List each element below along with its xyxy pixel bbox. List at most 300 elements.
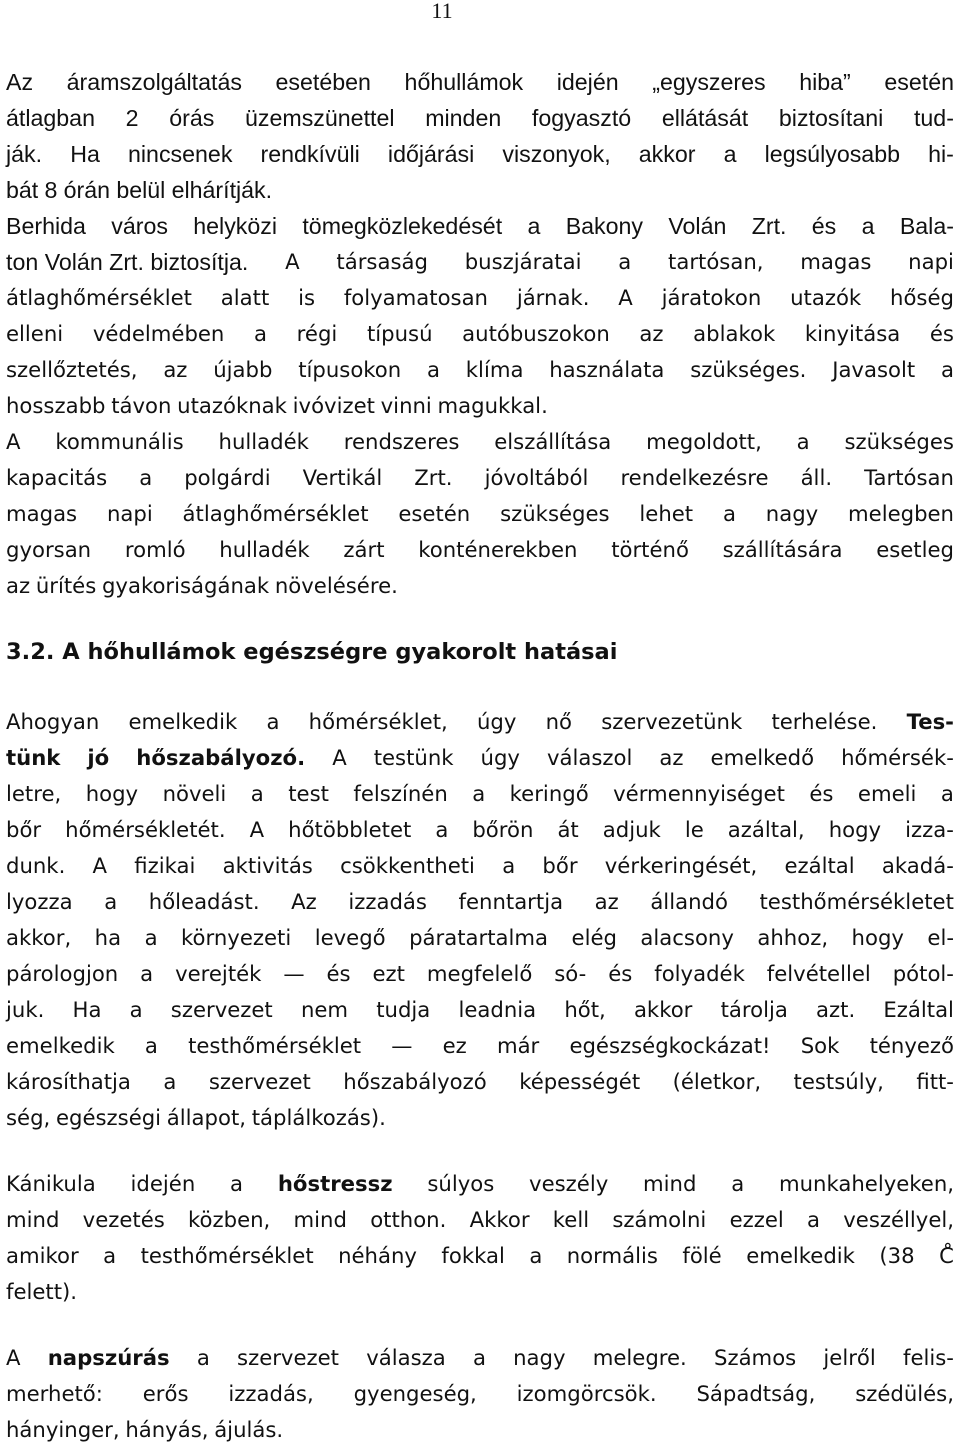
word: szervezet [170, 997, 273, 1022]
word: hőmérsékletét. [65, 817, 226, 842]
word: páratartalma [409, 925, 549, 950]
text-line [6, 388, 954, 424]
word: (38 [879, 1243, 915, 1268]
word: Vertikál [302, 465, 383, 490]
word: emelkedik [746, 1243, 855, 1268]
word: a [254, 321, 268, 346]
word: hőség [890, 285, 954, 310]
word: Ha [72, 997, 102, 1022]
word: A [332, 745, 347, 770]
word: a [140, 961, 154, 986]
word: normális [566, 1243, 658, 1268]
word: só- [554, 961, 587, 986]
word: válaszol [546, 745, 633, 770]
word: egészségkockázat! [569, 1033, 771, 1058]
word: 8 [44, 177, 58, 203]
word: mind [293, 1207, 347, 1232]
word: úgy [480, 745, 520, 770]
word: üzemszünettel [245, 105, 395, 131]
word: újabb [213, 357, 273, 382]
word: növeli [162, 781, 227, 806]
word: idején [556, 69, 619, 95]
word: nagy [513, 1345, 566, 1370]
word: ahhoz, [757, 925, 829, 950]
text-line [6, 1376, 954, 1412]
word: és [811, 213, 837, 239]
text-line [6, 1202, 954, 1238]
word: járatokon [661, 285, 762, 310]
word: vérkeringését, [604, 853, 758, 878]
text-line [6, 848, 954, 884]
word: a [502, 853, 516, 878]
text-line [6, 424, 954, 460]
word: tartósan, [668, 249, 764, 274]
word: polgárdi [184, 465, 271, 490]
word: minden [425, 105, 502, 131]
text-line [6, 1064, 954, 1100]
word: az [659, 745, 684, 770]
word: folyadék [654, 961, 745, 986]
word: helyközi [193, 213, 278, 239]
word: test [288, 781, 329, 806]
word: csökkentheti [340, 853, 475, 878]
word: a [940, 781, 954, 806]
word: azáltal, [727, 817, 805, 842]
word: hőmérséklet, [308, 709, 448, 734]
word: fitt- [916, 1069, 954, 1094]
word: nő [545, 709, 572, 734]
word: akadá- [881, 853, 954, 878]
word: Sok [800, 1033, 840, 1058]
word: tud- [913, 105, 954, 131]
word: a [527, 213, 541, 239]
word: az [6, 573, 31, 598]
text-line [6, 100, 954, 136]
word: Ha [70, 141, 100, 167]
word: időjárási [387, 141, 475, 167]
word: izzadás [348, 889, 427, 914]
word: áramszolgáltatás [66, 69, 242, 95]
word: a [144, 1033, 158, 1058]
text-line [6, 1028, 954, 1064]
word: történő [611, 537, 689, 562]
word: vinni [380, 393, 432, 418]
word: Bala- [899, 213, 954, 239]
word: ez [442, 1033, 467, 1058]
word: néhány [338, 1243, 417, 1268]
word: verejték [175, 961, 262, 986]
word: viszonyok, [502, 141, 611, 167]
word: a [723, 141, 737, 167]
word: nagy [765, 501, 819, 526]
word: a [529, 1243, 543, 1268]
word: esetleg [876, 537, 954, 562]
word: szükséges. [690, 357, 807, 382]
word: állandó [650, 889, 728, 914]
word: kapacitás [6, 465, 108, 490]
word: a [435, 817, 449, 842]
word: Sápadtság, [696, 1381, 816, 1406]
word: védelmében [92, 321, 225, 346]
word: amikor [6, 1243, 79, 1268]
word: utazók [790, 285, 862, 310]
word: Berhida [6, 213, 86, 239]
word: hőtöbbletet [288, 817, 412, 842]
word: mind [6, 1207, 60, 1232]
word: a [250, 781, 264, 806]
word: növelésére. [274, 573, 398, 598]
word: a [618, 249, 632, 274]
word: napi [106, 501, 153, 526]
word: Zrt. [109, 249, 144, 275]
word: átlaghőmérséklet [182, 501, 369, 526]
word: a [103, 1243, 117, 1268]
word: veszéllyel, [843, 1207, 954, 1232]
word: hőszabályozó [343, 1069, 487, 1094]
text-line [6, 1100, 954, 1136]
spacer [6, 604, 954, 634]
word: ha [94, 925, 122, 950]
word: hiba” [799, 69, 851, 95]
word: terhelése. [771, 709, 878, 734]
word: zárt [343, 537, 385, 562]
word: hőt, [564, 997, 606, 1022]
text-line [6, 812, 954, 848]
word: úgy [476, 709, 517, 734]
text-line [6, 1238, 954, 1274]
word: klíma [465, 357, 524, 382]
word: a [266, 709, 280, 734]
word: környezeti [181, 925, 292, 950]
text-line [6, 1274, 954, 1310]
spacer [6, 1310, 954, 1340]
word: Ahogyan [6, 709, 100, 734]
word: hi- [928, 141, 954, 167]
word: akkor [633, 997, 693, 1022]
word: juk. [6, 997, 45, 1022]
word: mind [643, 1171, 697, 1196]
text-line [6, 1412, 954, 1448]
word: melegben [848, 501, 954, 526]
word: keringő [509, 781, 589, 806]
text-line [6, 568, 954, 604]
word: idején [130, 1171, 196, 1196]
word: kinyitása [804, 321, 901, 346]
word: fenntartja [458, 889, 564, 914]
text-line [6, 1340, 954, 1376]
word: hányinger, [6, 1417, 120, 1442]
word: elleni [6, 321, 64, 346]
word: emelkedik [6, 1033, 115, 1058]
word: magukkal. [437, 393, 548, 418]
word: nincsenek [128, 141, 233, 167]
word: bőr [6, 817, 42, 842]
word: — [283, 961, 305, 986]
word: biztosítani [778, 105, 884, 131]
word: kommunális [55, 429, 184, 454]
text-line [6, 920, 954, 956]
word: el- [927, 925, 954, 950]
word: gyengeség, [353, 1381, 477, 1406]
word: órán [63, 177, 111, 203]
word: hogy [828, 817, 882, 842]
word: kell [552, 1207, 590, 1232]
word: rendelkezésre [620, 465, 769, 490]
word: belül [116, 177, 166, 203]
word: a [731, 1171, 745, 1196]
word: merhető: [6, 1381, 103, 1406]
word: testhőmérsékletet [759, 889, 954, 914]
word: Kánikula [6, 1171, 96, 1196]
word: testhőmérséklet [188, 1033, 362, 1058]
word: a [807, 1207, 820, 1232]
word: alacsony [640, 925, 734, 950]
word: a [427, 357, 440, 382]
word: felvétellel [766, 961, 871, 986]
word: A [618, 285, 633, 310]
spacer [6, 1136, 954, 1166]
word: Javasolt [832, 357, 916, 382]
word: képességét [519, 1069, 641, 1094]
word: A [249, 817, 265, 842]
word: hőleadást. [148, 889, 260, 914]
word: jó [87, 745, 110, 770]
word: adjuk [602, 817, 661, 842]
word: jóvoltából [484, 465, 589, 490]
word: 2 [125, 105, 139, 131]
word: fölé [682, 1243, 722, 1268]
word: munkahelyeken, [778, 1171, 954, 1196]
word: felett). [6, 1279, 78, 1304]
text-line [6, 956, 954, 992]
word: párologjon [6, 961, 119, 986]
word: izzadás, [228, 1381, 314, 1406]
word: izomgörcsök. [516, 1381, 657, 1406]
word: megoldott, [646, 429, 762, 454]
word: Tes- [906, 709, 954, 734]
word: „egyszeres [652, 69, 766, 95]
word: Bakony [565, 213, 644, 239]
word: Az [6, 69, 34, 95]
word: ezt [372, 961, 405, 986]
word: szállítására [722, 537, 843, 562]
paragraph-waste-collection [6, 424, 954, 604]
word: típusokon [298, 357, 402, 382]
word: le [684, 817, 704, 842]
word: Az [291, 889, 317, 914]
text-line [6, 244, 954, 280]
word: biztosítja. [150, 249, 249, 275]
word: hőhullámok [404, 69, 524, 95]
word: hőmérsék- [841, 745, 954, 770]
text-line [6, 496, 954, 532]
word: emelkedő [710, 745, 815, 770]
word: otthon. [370, 1207, 447, 1232]
word: Zrt. [751, 213, 787, 239]
word: bőrön [472, 817, 534, 842]
word: buszjáratai [464, 249, 582, 274]
word: károsíthatja [6, 1069, 131, 1094]
word: rendszeres [343, 429, 460, 454]
text-line [6, 172, 954, 208]
paragraph-heat-stress [6, 1166, 954, 1310]
section-heading: 3.2. A hőhullámok egészségre gyakorolt hatásai [6, 639, 618, 665]
word: ivóvizet [292, 393, 375, 418]
word: társaság [336, 249, 428, 274]
document-body [6, 64, 954, 1448]
word: dunk. [6, 853, 66, 878]
word: esetén [884, 69, 954, 95]
word: a [230, 1171, 244, 1196]
word: esetén [398, 501, 471, 526]
text-line [6, 992, 954, 1028]
word: erős [142, 1381, 189, 1406]
word: járnak. [516, 285, 590, 310]
word: ezáltal [784, 853, 855, 878]
word: aktivitás [222, 853, 313, 878]
word: utazóknak [177, 393, 287, 418]
word: hosszabb [6, 393, 106, 418]
word: gyakoriságának [101, 573, 270, 598]
word: a [196, 1345, 210, 1370]
word: pótol- [892, 961, 954, 986]
paragraph-public-transport [6, 208, 954, 280]
word: szervezetünk [601, 709, 743, 734]
word: A [6, 1345, 21, 1370]
word: melegre. [592, 1345, 687, 1370]
word: konténerekben [418, 537, 578, 562]
text-line [6, 1166, 954, 1202]
word: autóbuszokon [462, 321, 610, 346]
word: és [929, 321, 954, 346]
word: emelkedik [128, 709, 238, 734]
text-line [6, 316, 954, 352]
paragraph-sunstroke [6, 1340, 954, 1448]
word: hulladék [218, 429, 309, 454]
word: és [809, 781, 834, 806]
word: vezetés [82, 1207, 165, 1232]
word: a [861, 213, 875, 239]
word: ürítés [35, 573, 97, 598]
word: ablakok [693, 321, 776, 346]
word: vérmennyiséget [613, 781, 785, 806]
word: levegő [314, 925, 386, 950]
word: emeli [857, 781, 917, 806]
word: akkor, [6, 925, 72, 950]
word: fizikai [134, 853, 196, 878]
word: válasza [366, 1345, 446, 1370]
word: a [940, 357, 954, 382]
word: hulladék [219, 537, 310, 562]
word: C̊ [939, 1243, 954, 1268]
page-number: 11 [431, 0, 453, 23]
word: számolni [612, 1207, 707, 1232]
word: bőr [542, 853, 578, 878]
word: bát [6, 177, 39, 203]
word: táplálkozás). [251, 1105, 386, 1130]
paragraph-power-supply [6, 64, 954, 208]
word: legsúlyosabb [764, 141, 900, 167]
word: jelről [823, 1345, 876, 1370]
word: régi [296, 321, 338, 346]
word: az [639, 321, 664, 346]
word: ség, [6, 1105, 51, 1130]
word: már [496, 1033, 540, 1058]
word: a [139, 465, 153, 490]
word: Tartósan [864, 465, 954, 490]
word: típusú [366, 321, 433, 346]
word: a [472, 781, 486, 806]
word: tömegközlekedését [302, 213, 503, 239]
word: a [722, 501, 736, 526]
word: Volán [44, 249, 103, 275]
word: romló [124, 537, 186, 562]
word: fogyasztó [531, 105, 632, 131]
word: testünk [373, 745, 454, 770]
word: letre, [6, 781, 62, 806]
word: Ezáltal [883, 997, 954, 1022]
text-line [6, 740, 954, 776]
word: ják. [6, 141, 43, 167]
word: áll. [800, 465, 833, 490]
word: A [92, 853, 108, 878]
word: a [796, 429, 810, 454]
word: esetében [275, 69, 371, 95]
word: alatt [220, 285, 270, 310]
text-line [6, 136, 954, 172]
word: a [144, 925, 158, 950]
word: nem [300, 997, 349, 1022]
word: elég [571, 925, 617, 950]
word: hogy [851, 925, 904, 950]
word: — [391, 1033, 413, 1058]
word: hőstressz [277, 1171, 393, 1196]
word: hogy [85, 781, 139, 806]
word: szükséges [500, 501, 610, 526]
word: izza- [905, 817, 954, 842]
word: város [111, 213, 168, 239]
word: elhárítják. [171, 177, 273, 203]
word: megfelelő [426, 961, 533, 986]
word: magas [6, 501, 78, 526]
word: szervezet [237, 1345, 339, 1370]
word: az [594, 889, 619, 914]
word: ezzel [729, 1207, 784, 1232]
text-line [6, 64, 954, 100]
word: egészségi [55, 1105, 162, 1130]
paragraph-bus-service [6, 280, 954, 424]
word: hőszabályozó. [136, 745, 306, 770]
word: a [472, 1345, 486, 1370]
word: és [608, 961, 633, 986]
spacer [6, 670, 954, 704]
word: közben, [188, 1207, 271, 1232]
word: használata [549, 357, 665, 382]
word: elszállítása [494, 429, 612, 454]
word: testhőmérséklet [140, 1243, 314, 1268]
word: átlagban [6, 105, 95, 131]
word: a [129, 997, 143, 1022]
word: napi [908, 249, 954, 274]
word: akkor [638, 141, 696, 167]
text-line [6, 352, 954, 388]
word: leadnia [458, 997, 537, 1022]
word: ton [6, 249, 39, 275]
word: ellátását [661, 105, 749, 131]
word: távon [111, 393, 172, 418]
word: át [557, 817, 579, 842]
word: szédülés, [855, 1381, 954, 1406]
